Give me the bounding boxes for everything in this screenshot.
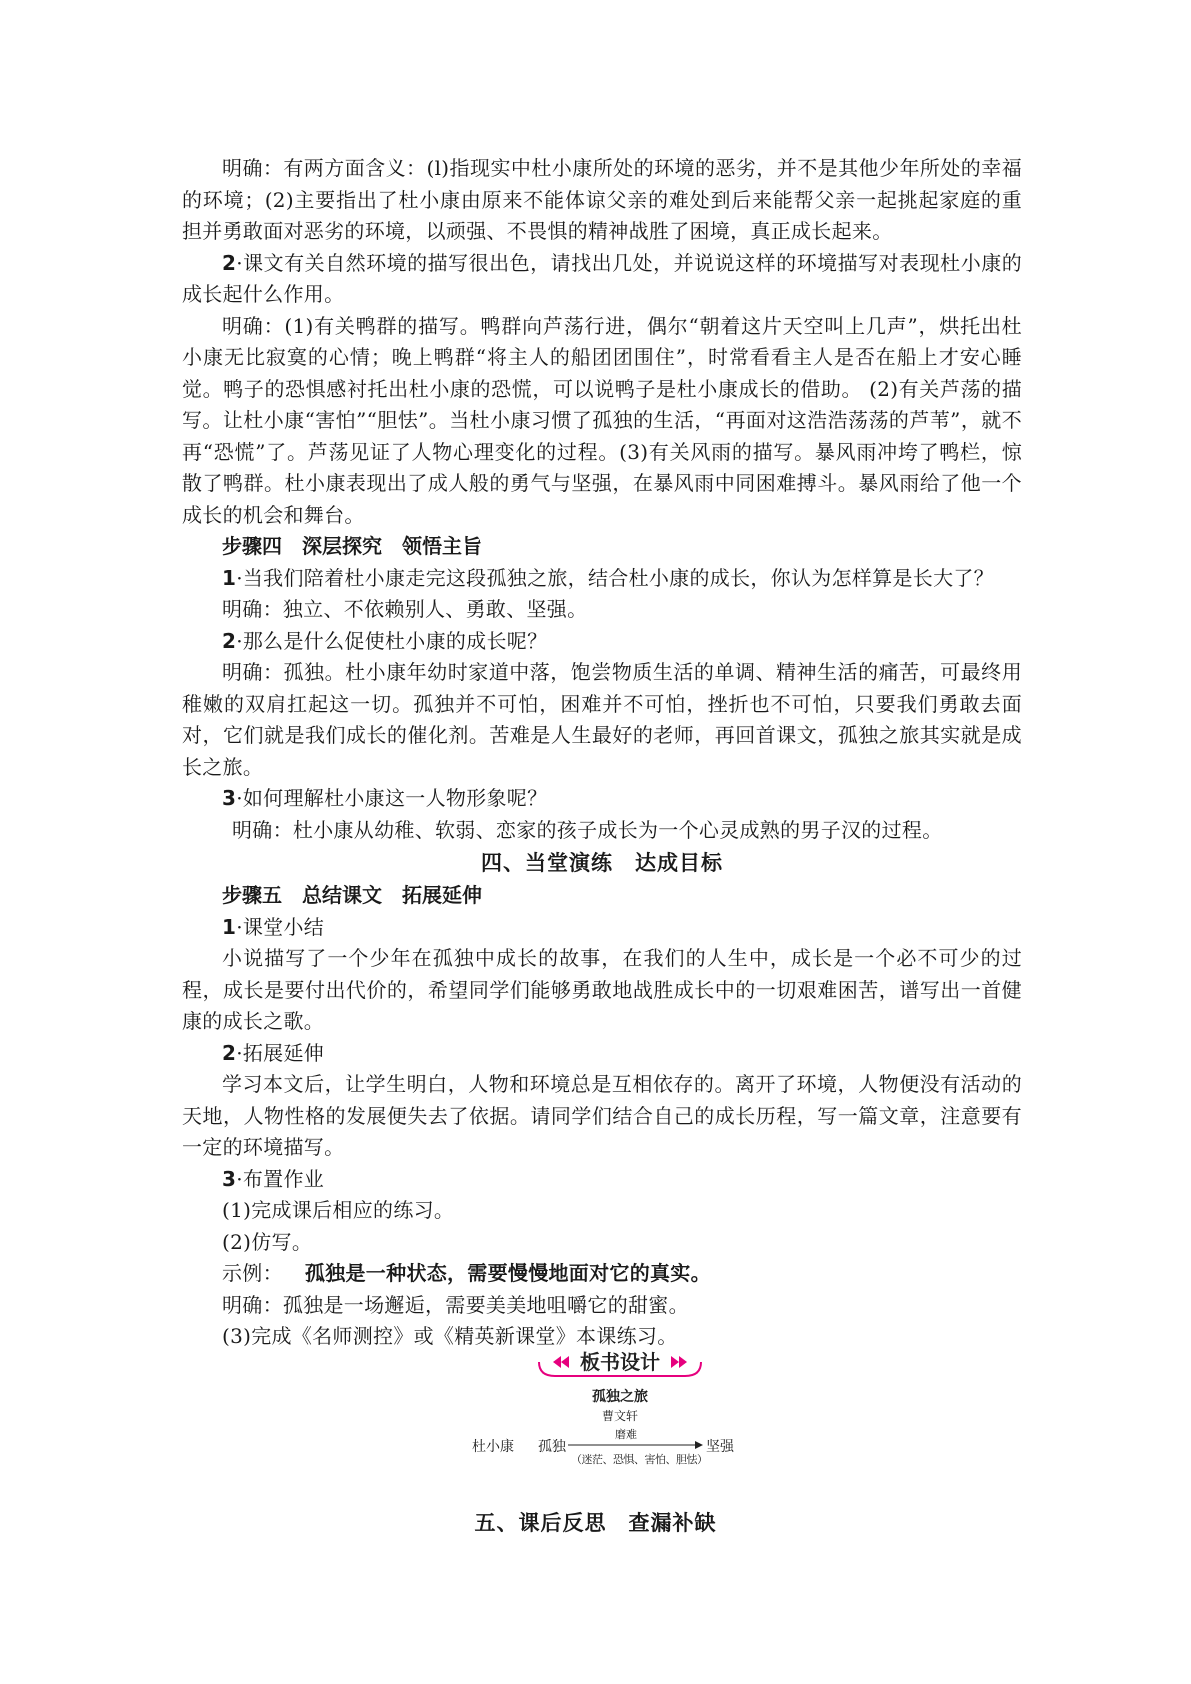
board-author: 曹文轩 (601, 1409, 638, 1423)
document-body (182, 153, 1022, 1353)
question-2 (182, 248, 1022, 311)
item-text: ·课堂小结 (236, 914, 325, 939)
section-4-title: 四、当堂演练 达成目标 (481, 851, 723, 875)
section-5-container (0, 1506, 1191, 1540)
board-title: 孤独之旅 (592, 1389, 648, 1405)
question-number: 2 (222, 250, 237, 275)
item-number: 1 (222, 914, 237, 939)
step5-item-1 (182, 912, 1022, 944)
homework-3: (3)完成《名师测控》或《精英新课堂》本课练习。 (222, 1324, 678, 1348)
board-person: 杜小康 (472, 1439, 514, 1455)
homework-2-answer: 明确：孤独是一场邂逅，需要美美地咀嚼它的甜蜜。 (222, 1292, 689, 1317)
step-5-heading: 步骤五 总结课文 拓展延伸 (222, 883, 482, 907)
step-4-heading: 步骤四 深层探究 领悟主旨 (222, 534, 482, 558)
step4-question-1 (182, 563, 1022, 595)
question-number: 1 (222, 565, 237, 590)
extension-paragraph: 学习本文后，让学生明白，人物和环境总是互相依存的。离开了环境，人物便没有活动的天地，人物性格的发展便失去了依据。请同学们结合自己的成长历程，写一篇文章，注意要有一定的环境描写。 (182, 1072, 1022, 1159)
question-text: ·当我们陪着杜小康走完这段孤独之旅，结合杜小康的成长，你认为怎样算是长大了？ (236, 565, 994, 590)
board-arrow-top: 磨难 (615, 1428, 637, 1441)
question-text: ·如何理解杜小康这一人物形象呢？ (236, 786, 548, 810)
summary-paragraph: 小说描写了一个少年在孤独中成长的故事，在我们的人生中，成长是一个必不可少的过程，成长是要付出代价的，希望同学们能够勇敢地战胜成长中的一切艰难困苦，谱写出一首健康的成长之歌。 (182, 946, 1022, 1033)
step4-question-3 (182, 783, 1022, 815)
board-start: 孤独 (538, 1439, 566, 1455)
example-line (182, 1258, 1022, 1290)
board-design-banner (535, 1348, 705, 1380)
item-number: 3 (222, 1166, 237, 1191)
step4-answer-3: 明确：杜小康从幼稚、软弱、恋家的孩子成长为一个心灵成熟的男子汉的过程。 (232, 817, 943, 842)
answer-paragraph-2: 明确：(1)有关鸭群的描写。鸭群向芦荡行进，偶尔“朝着这片天空叫上几声”，烘托出杜小康无比寂寞的心情；晚上鸭群“将主人的船团团围住”，时常看看主人是否在船上才安心睡觉。鸭子的恐惧感衬托出杜小康的恐慌，可以说鸭子是杜小康成长的借助。 (2)有关芦荡的描写。让杜小康“害怕”“胆怯”。当杜小康习惯了孤独的生活，“再面对这浩浩荡荡的芦苇”，就不再“恐慌”了。芦荡见证了人物心理变化的过程。(3)有关风雨的描写。暴风雨冲垮了鸭栏，惊散了鸭群。杜小康表现出了成人般的勇气与坚强，在暴风雨中同困难搏斗。暴风雨给了他一个成长的机会和舞台。 (182, 313, 1022, 527)
homework-1: (1)完成课后相应的练习。 (222, 1198, 455, 1222)
answer-paragraph-1: 明确：有两方面含义：(l)指现实中杜小康所处的环境的恶劣，并不是其他少年所处的幸福的环境；(2)主要指出了杜小康由原来不能体谅父亲的难处到后来能帮父亲一起挑起家庭的重担并勇敢面对恶劣的环境，以顽强、不畏惧的精神战胜了困境，真正成长起来。 (182, 156, 1022, 243)
homework-2: (2)仿写。 (222, 1229, 313, 1254)
board-design (470, 1386, 770, 1466)
step5-item-2 (182, 1038, 1022, 1070)
step4-answer-1: 明确：独立、不依赖别人、勇敢、坚强。 (222, 597, 588, 621)
item-text: ·布置作业 (236, 1166, 325, 1191)
board-arrow-bottom: （迷茫、恐惧、害怕、胆怯） (571, 1453, 708, 1466)
right-arrow-icon (568, 1440, 703, 1450)
example-text: 孤独是一种状态，需要慢慢地面对它的真实。 (304, 1261, 711, 1285)
item-text: ·拓展延伸 (236, 1040, 325, 1065)
board-end: 坚强 (706, 1439, 734, 1455)
step5-item-3 (182, 1164, 1022, 1196)
section-5-title: 五、课后反思 查漏补缺 (474, 1511, 717, 1535)
step4-question-2 (182, 626, 1022, 658)
step4-answer-2: 明确：孤独。杜小康年幼时家道中落，饱尝物质生活的单调、精神生活的痛苦，可最终用稚嫩的双肩扛起这一切。孤独并不可怕，困难并不可怕，挫折也不可怕，只要我们勇敢去面对，它们就是我们成长的催化剂。苦难是人生最好的老师，再回首课文，孤独之旅其实就是成长之旅。 (182, 660, 1022, 779)
question-number: 2 (222, 628, 237, 653)
item-number: 2 (222, 1040, 237, 1065)
question-number: 3 (222, 786, 237, 810)
question-text: ·那么是什么促使杜小康的成长呢？ (236, 628, 548, 653)
example-label: 示例： (222, 1261, 283, 1285)
question-text: ·课文有关自然环境的描写很出色，请找出几处，并说说这样的环境描写对表现杜小康的成长起什么作用。 (182, 250, 1022, 306)
board-design-label: 板书设计 (580, 1350, 660, 1374)
